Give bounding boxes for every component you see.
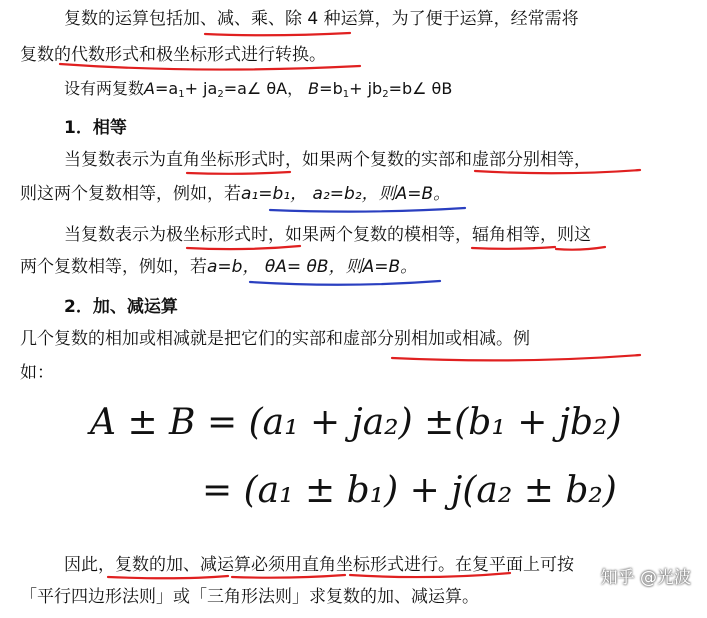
polar-B: =b∠ θB <box>388 79 453 98</box>
sub-b1: 1 <box>342 89 350 100</box>
underline-red-5 <box>187 246 300 249</box>
paragraph-conclusion-line-1: 因此，复数的加、减运算必须用直角坐标形式进行。在复平面上可按 <box>64 555 574 575</box>
underline-red-7 <box>556 247 605 250</box>
rect-equal-text: 则这两个复数相等，例如，若 <box>20 184 241 204</box>
paragraph-intro-line-2: 复数的代数形式和极坐标形式进行转换。 <box>20 45 326 65</box>
underline-red-3 <box>187 172 290 174</box>
plus-ja: + ja <box>184 79 218 98</box>
underline-blue-2 <box>250 281 440 285</box>
paragraph-rect-equal-line-1: 当复数表示为直角坐标形式时，如果两个复数的实部和虚部分别相等， <box>64 150 591 170</box>
sub-2: 2 <box>217 89 224 100</box>
formula-line-2: = (a₁ ± b₁) + j(a₂ ± b₂) <box>202 470 617 511</box>
underline-red-9 <box>108 576 228 578</box>
underline-red-1 <box>205 33 350 35</box>
heading-equality: 1．相等 <box>64 118 127 138</box>
paragraph-add-line-1: 几个复数的相加或相减就是把它们的实部和虚部分别相加或相减。例 <box>20 329 530 349</box>
formula-lhs: A ± B = <box>90 402 249 443</box>
a-eq: =a <box>154 79 179 98</box>
zhihu-watermark: 知乎 @光波 <box>600 568 691 588</box>
heading-add-subtract: 2．加、减运算 <box>64 297 178 317</box>
underline-red-8 <box>392 355 640 360</box>
var-B: B <box>308 79 320 98</box>
plus-jb: + jb <box>349 79 383 98</box>
paragraph-polar-equal-line-1: 当复数表示为极坐标形式时，如果两个复数的模相等，辐角相等，则这 <box>64 225 591 245</box>
polar-A: =a∠ θA， <box>223 79 304 98</box>
definition-prefix: 设有两复数 <box>64 79 145 98</box>
underline-red-6 <box>472 247 555 249</box>
var-A: A <box>144 79 155 98</box>
paragraph-intro-line-1: 复数的运算包括加、减、乘、除 4 种运算，为了便于运算，经常需将 <box>64 9 579 29</box>
paragraph-polar-equal-line-2 <box>20 256 417 278</box>
paragraph-add-line-2: 如： <box>20 363 54 383</box>
formula-rhs-1: (a₁ + ja₂) ±(b₁ + jb₂) <box>248 402 622 443</box>
sub-1: 1 <box>178 89 185 100</box>
b-eq: =b <box>319 79 343 98</box>
underline-blue-1 <box>270 208 465 212</box>
paragraph-definition <box>64 78 452 100</box>
sub-b2: 2 <box>382 89 389 100</box>
paragraph-rect-equal-line-2 <box>20 183 450 205</box>
rect-equal-condition: a₁=b₁， a₂=b₂，则A=B。 <box>241 184 451 204</box>
polar-equal-text: 两个复数相等，例如，若 <box>20 257 207 277</box>
formula-line-1 <box>90 402 622 443</box>
paragraph-conclusion-line-2: 「平行四边形法则」或「三角形法则」求复数的加、减运算。 <box>20 587 479 607</box>
polar-equal-condition: a=b， θA= θB，则A=B。 <box>207 257 418 277</box>
